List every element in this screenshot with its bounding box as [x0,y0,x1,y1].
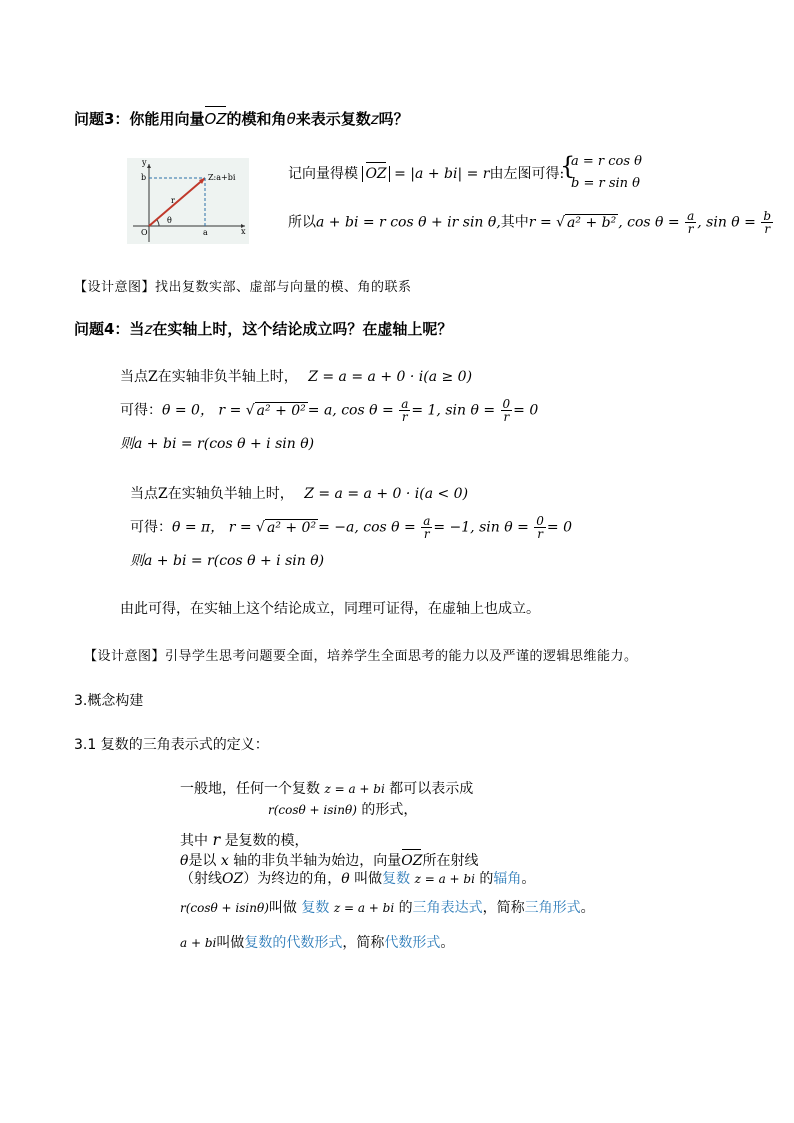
system-eq-2: b = r sin θ [571,176,640,191]
vector-oz: OZ [204,110,227,128]
design-intent-1: 【设计意图】找出复数实部、虚部与向量的模、角的联系 [74,280,412,295]
question-3: 问题3：你能用向量OZ的模和角θ来表示复数z吗？ [74,110,409,128]
point-z-label: Z:a+bi [208,173,236,182]
complex-plane-figure [127,158,249,244]
b-label: b [141,173,147,182]
term-algebraic-short: 代数形式 [384,935,441,951]
def-line6: r(cosθ + isinθ)叫做 复数 z = a + bi 的三角表达式，简称三角形式。 [180,900,595,916]
term-trig-form: 三角形式 [524,900,581,916]
design-intent-2: 【设计意图】引导学生思考问题要全面，培养学生全面思考的能力以及严谨的逻辑思维能力。 [84,649,638,664]
def-line3: 其中 r 是复数的模， [180,830,309,849]
a-label: a [203,228,208,237]
trig-relation-line: 所以a + bi = r cos θ + ir sin θ,其中r = √ a² + b² , cos θ = $\frac{a}{r}$ , sin θ = $\frac{b}{r}$ [288,209,772,236]
case1-line1: 当点Z在实轴非负半轴上时， Z = a = a + 0 · i(a ≥ 0) [120,369,473,385]
y-axis-label: y [142,158,147,167]
case2-line3: 则a + bi = r(cos θ + i sin θ) [130,553,325,569]
def-line5: （射线OZ）为终边的角，θ 叫做复数 z = a + bi 的辐角。 [180,871,536,887]
case2-line1: 当点Z在实轴负半轴上时， Z = a = a + 0 · i(a < 0) [130,486,469,502]
case1-line2: 可得：θ = 0， r = √ a² + 0² = a, cos θ = $\frac{a}{r}$ = 1, sin θ = $\frac{0}{r}$ = 0 [120,397,539,424]
conclusion: 由此可得，在实轴上这个结论成立，同理可证得，在虚轴上也成立。 [120,601,540,617]
section-3-1-heading: 3.1 复数的三角表示式的定义： [74,737,269,753]
system-eq-1: a = r cos θ [571,154,642,169]
case2-line2: 可得：θ = π， r = √ a² + 0² = −a, cos θ = $\frac{a}{r}$ = −1, sin θ = $\frac{0}{r}$ = 0 [130,514,573,541]
def-line4: θ是以 x 轴的非负半轴为始边，向量OZ所在射线 [180,853,479,869]
question-4: 问题4：当z在实轴上时，这个结论成立吗？在虚轴上呢？ [74,320,453,338]
r-label: r [171,196,175,205]
origin-label: O [141,228,148,237]
system-brace: { [560,152,576,180]
section-3-heading: 3.概念构建 [74,693,144,709]
modulus-line: 记向量得模 OZ = |a + bi| = r由左图可得: [288,166,565,182]
theta-label: θ [167,216,172,225]
case1-line3: 则a + bi = r(cos θ + i sin θ) [120,436,315,452]
term-algebraic-form: 复数的代数形式 [244,935,343,951]
term-argument: 辐角 [493,871,522,887]
def-line1: 一般地，任何一个复数 z = a + bi 都可以表示成 [180,781,474,797]
def-line7: a + bi叫做复数的代数形式，简称代数形式。 [180,935,455,951]
term-complex: 复数 [382,871,411,887]
def-line2: r(cosθ + isinθ) 的形式， [268,802,418,818]
term-trig-expression: 三角表达式 [412,900,483,916]
x-axis-label: x [241,227,246,236]
